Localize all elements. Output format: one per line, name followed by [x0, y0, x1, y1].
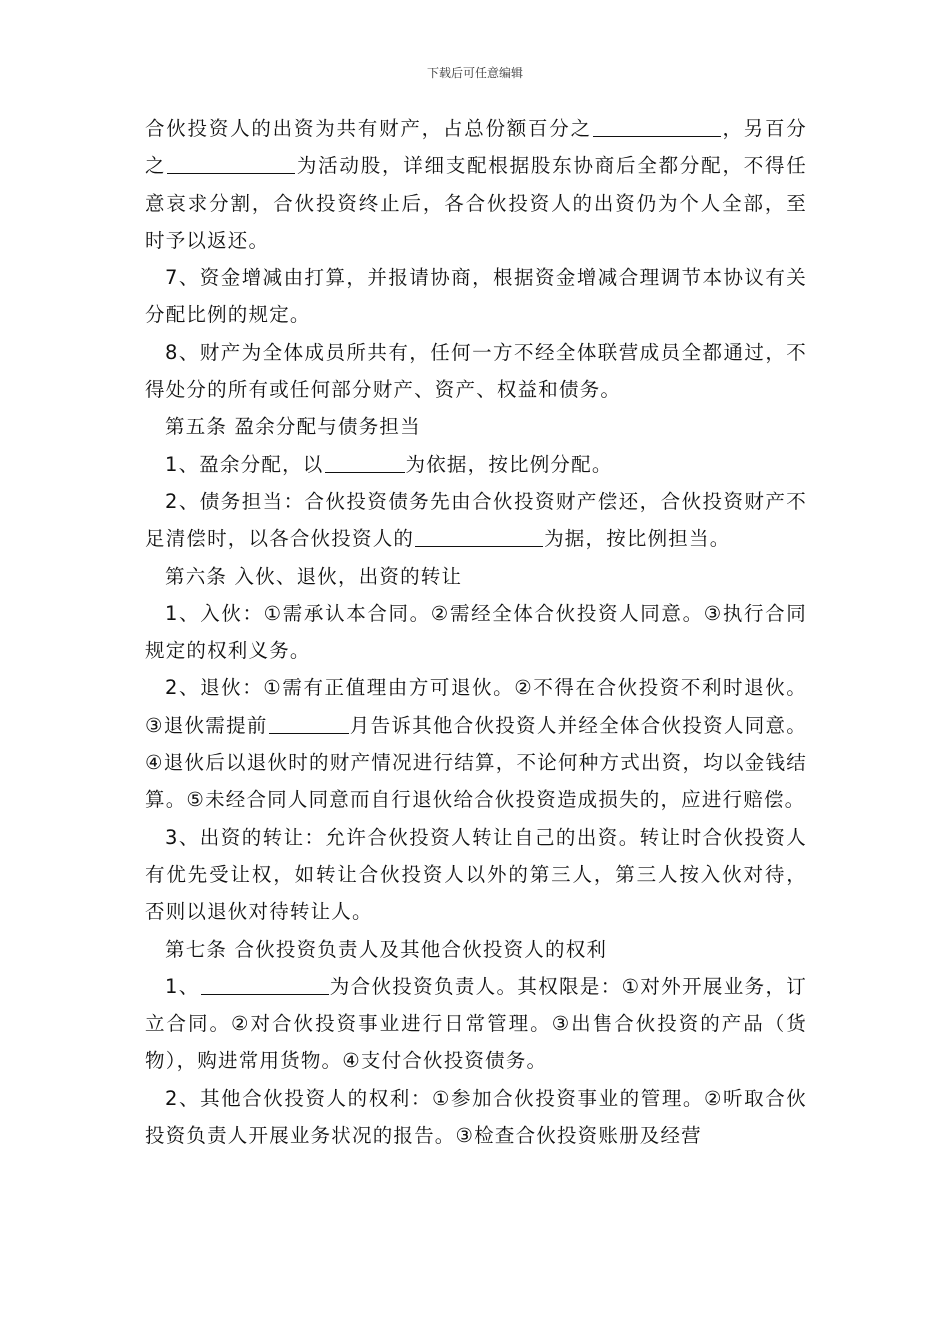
paragraph-text: 2、退伙：①需有正值理由方可退伙。②不得在合伙投资不利时退伙。③退伙需提前: [145, 676, 807, 737]
paragraph-property-owned: 8、财产为全体成员所共有，任何一方不经全体联营成员全都通过，不得处分的所有或任何部分财产、资产、权益和债务。: [145, 340, 807, 402]
paragraph-text: 为依据，按比例分配。: [405, 452, 613, 476]
paragraph-text: 为活动股，详细支配根据股东协商后全都分配，不得任意哀求分割，合伙投资终止后，各合伙投资人的出资仍为个人全部，至时予以返还。: [145, 154, 807, 252]
document-body: [145, 110, 807, 1154]
paragraph-text: ，另百分之: [145, 117, 807, 178]
paragraph-text: 1、: [165, 974, 200, 998]
paragraph-transfer: 3、出资的转让：允许合伙投资人转让自己的出资。转让时合伙投资人有优先受让权，如转让合伙投资人以外的第三人，第三人按入伙对待，否则以退伙对待转让人。: [145, 825, 807, 924]
paragraph-text: 为据，按比例担当。: [544, 527, 731, 551]
paragraph-text: 2、债务担当：合伙投资债务先由合伙投资财产偿还，合伙投资财产不足清偿时，以各合伙投资人的: [145, 489, 807, 551]
paragraph-text: 1、盈余分配，以: [165, 452, 324, 476]
paragraph-withdrawal: [145, 669, 807, 818]
paragraph-capital-share: [145, 110, 807, 259]
paragraph-text: 为合伙投资负责人。其权限是：①对外开展业务，订立合同。②对合伙投资事业进行日常管理。③出售合伙投资的产品（货物），购进常用货物。④支付合伙投资债务。: [145, 974, 807, 1073]
paragraph-profit-distribution: [145, 446, 807, 483]
paragraph-text: 合伙投资人的出资为共有财产，占总份额百分之: [145, 117, 592, 140]
paragraph-text: 月告诉其他合伙投资人并经全体合伙投资人同意。④退伙后以退伙时的财产情况进行结算，不论何种方式出资，均以金钱结算。⑤未经合同人同意而自行退伙给合伙投资造成损失的，应进行赔偿。: [145, 713, 807, 812]
fill-blank-manager-name[interactable]: [201, 972, 329, 995]
fill-blank-debt-basis[interactable]: [415, 524, 543, 547]
paragraph-capital-change: 7、资金增减由打算，并报请协商，根据资金增减合理调节本协议有关分配比例的规定。: [145, 266, 807, 327]
article-5-heading: 第五条 盈余分配与债务担当: [165, 415, 421, 439]
article-7-heading: 第七条 合伙投资负责人及其他合伙投资人的权利: [165, 937, 608, 961]
paragraph-other-partner-rights: 2、其他合伙投资人的权利：①参加合伙投资事业的管理。②听取合伙投资负责人开展业务状况的报告。③检查合伙投资账册及经营: [145, 1086, 807, 1148]
paragraph-debt-bearing: [145, 483, 807, 558]
paragraph-manager-rights: [145, 968, 807, 1080]
fill-blank-notice-months[interactable]: [269, 711, 349, 734]
fill-blank-share-percent[interactable]: [593, 114, 721, 137]
fill-blank-active-percent[interactable]: [167, 151, 295, 174]
article-6-heading: 第六条 入伙、退伙，出资的转让: [165, 564, 463, 588]
paragraph-joining: 1、入伙：①需承认本合同。②需经全体合伙投资人同意。③执行合同规定的权利义务。: [145, 601, 807, 663]
page-header-note: 下载后可任意编辑: [426, 66, 523, 80]
fill-blank-profit-basis[interactable]: [325, 450, 405, 473]
